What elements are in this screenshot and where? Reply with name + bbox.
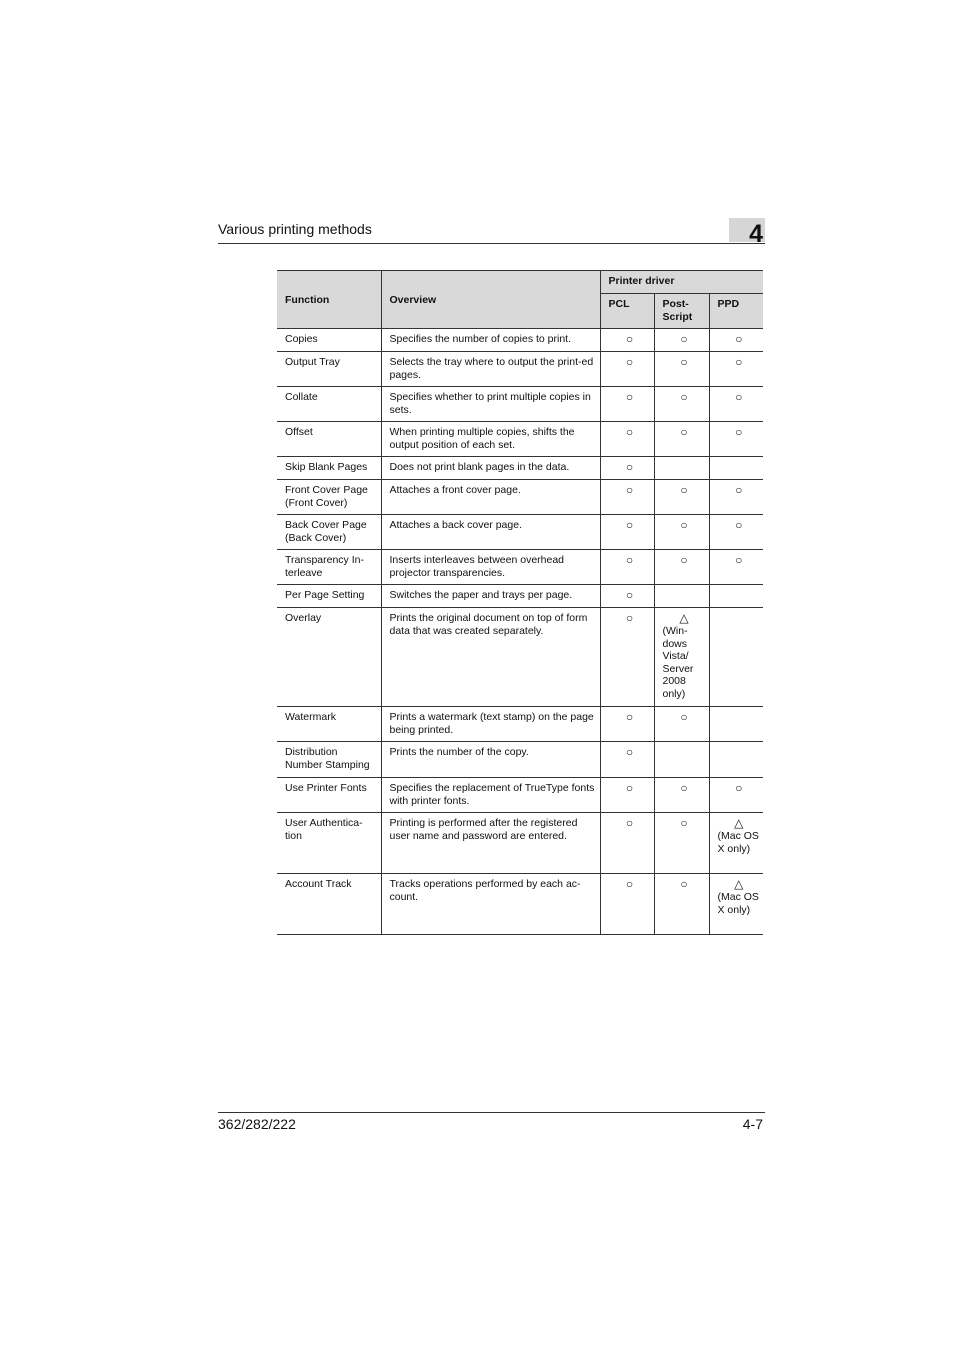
table-row — [277, 742, 763, 778]
overview-cell: Specifies the replacement of TrueType fonts with printer fonts. — [381, 778, 600, 813]
page-header — [218, 218, 765, 248]
pcl-support-cell — [600, 874, 654, 935]
overview-cell: When printing multiple copies, shifts the output position of each set. — [381, 422, 600, 457]
circle-icon: ○ — [735, 518, 743, 532]
triangle-icon: △ — [734, 877, 744, 891]
ps-support-cell — [654, 550, 709, 585]
circle-icon: ○ — [625, 745, 634, 759]
ps-support-cell — [654, 457, 709, 480]
circle-icon: ○ — [680, 332, 688, 346]
table-row — [277, 515, 763, 550]
function-cell: Skip Blank Pages — [277, 457, 381, 480]
circle-icon: ○ — [680, 553, 688, 567]
circle-icon: ○ — [680, 425, 688, 439]
function-cell: Back Cover Page (Back Cover) — [277, 515, 381, 550]
ps-support-cell — [654, 742, 709, 778]
ppd-support-cell — [709, 707, 763, 742]
circle-icon: ○ — [625, 460, 634, 474]
table-row — [277, 422, 763, 457]
overview-cell: Inserts interleaves between overhead projector transparencies. — [381, 550, 600, 585]
table-row — [277, 352, 763, 387]
function-cell: Per Page Setting — [277, 585, 381, 608]
circle-icon: ○ — [625, 877, 634, 891]
table-row — [277, 457, 763, 480]
pcl-support-cell — [600, 707, 654, 742]
circle-icon: ○ — [625, 553, 634, 567]
overview-cell: Specifies the number of copies to print. — [381, 329, 600, 352]
circle-icon: ○ — [625, 518, 634, 532]
function-cell: Transparency In-terleave — [277, 550, 381, 585]
header-postscript: Post-Script — [654, 294, 709, 329]
support-note: (Win-dows Vista/ Server 2008 only) — [662, 625, 694, 700]
circle-icon: ○ — [625, 611, 634, 625]
chapter-number: 4 — [749, 220, 763, 248]
header-printer-driver: Printer driver — [600, 271, 763, 294]
page-number: 4-7 — [742, 1116, 763, 1132]
ps-support-cell — [654, 778, 709, 813]
ps-support-cell — [654, 585, 709, 608]
ps-support-cell — [654, 387, 709, 422]
overview-cell: Prints the number of the copy. — [381, 742, 600, 778]
pcl-support-cell — [600, 515, 654, 550]
ppd-support-cell — [709, 742, 763, 778]
circle-icon: ○ — [680, 710, 688, 724]
overview-cell: Prints a watermark (text stamp) on the page being printed. — [381, 707, 600, 742]
circle-icon: ○ — [625, 355, 634, 369]
pcl-support-cell — [600, 457, 654, 480]
ppd-support-cell — [709, 608, 763, 707]
pcl-support-cell — [600, 585, 654, 608]
function-cell: Offset — [277, 422, 381, 457]
circle-icon: ○ — [680, 816, 688, 830]
circle-icon: ○ — [625, 483, 634, 497]
function-table — [277, 270, 763, 935]
function-cell: Overlay — [277, 608, 381, 707]
circle-icon: ○ — [625, 390, 634, 404]
overview-cell: Prints the original document on top of form data that was created separately. — [381, 608, 600, 707]
function-cell: Distribution Number Stamping — [277, 742, 381, 778]
circle-icon: ○ — [680, 483, 688, 497]
table-row — [277, 480, 763, 515]
model-number: 362/282/222 — [218, 1116, 296, 1132]
circle-icon: ○ — [625, 588, 634, 602]
table-row — [277, 387, 763, 422]
pcl-support-cell — [600, 550, 654, 585]
header-pcl: PCL — [600, 294, 654, 329]
section-title: Various printing methods — [218, 221, 372, 237]
ps-support-cell — [654, 422, 709, 457]
function-cell: Output Tray — [277, 352, 381, 387]
circle-icon: ○ — [735, 332, 743, 346]
overview-cell: Selects the tray where to output the print-ed pages. — [381, 352, 600, 387]
ps-support-cell — [654, 707, 709, 742]
ppd-support-cell — [709, 813, 763, 874]
header-function: Function — [277, 271, 381, 329]
ppd-support-cell — [709, 778, 763, 813]
function-cell: Collate — [277, 387, 381, 422]
ppd-support-cell — [709, 585, 763, 608]
ppd-support-cell — [709, 480, 763, 515]
overview-cell: Specifies whether to print multiple copies in sets. — [381, 387, 600, 422]
circle-icon: ○ — [735, 390, 743, 404]
circle-icon: ○ — [680, 355, 688, 369]
overview-cell: Attaches a front cover page. — [381, 480, 600, 515]
function-cell: Front Cover Page (Front Cover) — [277, 480, 381, 515]
table-row — [277, 550, 763, 585]
function-cell: Copies — [277, 329, 381, 352]
circle-icon: ○ — [625, 710, 634, 724]
ps-support-cell — [654, 874, 709, 935]
table-row — [277, 707, 763, 742]
ppd-support-cell — [709, 457, 763, 480]
table-body — [277, 329, 763, 935]
ppd-support-cell — [709, 352, 763, 387]
triangle-icon: △ — [734, 816, 744, 830]
triangle-icon: △ — [679, 611, 689, 625]
header-overview: Overview — [381, 271, 600, 329]
circle-icon: ○ — [680, 518, 688, 532]
circle-icon: ○ — [625, 425, 634, 439]
circle-icon: ○ — [680, 781, 688, 795]
ps-support-cell — [654, 515, 709, 550]
circle-icon: ○ — [735, 781, 743, 795]
ppd-support-cell — [709, 387, 763, 422]
function-cell: User Authentica-tion — [277, 813, 381, 874]
pcl-support-cell — [600, 742, 654, 778]
overview-cell: Printing is performed after the registered user name and password are entered. — [381, 813, 600, 874]
overview-cell: Switches the paper and trays per page. — [381, 585, 600, 608]
pcl-support-cell — [600, 352, 654, 387]
pcl-support-cell — [600, 387, 654, 422]
ps-support-cell — [654, 480, 709, 515]
circle-icon: ○ — [680, 877, 688, 891]
pcl-support-cell — [600, 422, 654, 457]
circle-icon: ○ — [735, 483, 743, 497]
pcl-support-cell — [600, 480, 654, 515]
table-row — [277, 329, 763, 352]
pcl-support-cell — [600, 778, 654, 813]
overview-cell: Tracks operations performed by each ac-count. — [381, 874, 600, 935]
circle-icon: ○ — [625, 816, 634, 830]
ppd-support-cell — [709, 515, 763, 550]
circle-icon: ○ — [735, 553, 743, 567]
circle-icon: ○ — [680, 390, 688, 404]
circle-icon: ○ — [625, 332, 634, 346]
ps-support-cell — [654, 352, 709, 387]
function-cell: Watermark — [277, 707, 381, 742]
table-row — [277, 813, 763, 874]
pcl-support-cell — [600, 329, 654, 352]
overview-cell: Attaches a back cover page. — [381, 515, 600, 550]
table-row — [277, 585, 763, 608]
support-note: (Mac OS X only) — [717, 830, 759, 855]
ppd-support-cell — [709, 874, 763, 935]
circle-icon: ○ — [625, 781, 634, 795]
page-footer — [218, 1112, 765, 1132]
pcl-support-cell — [600, 813, 654, 874]
pcl-support-cell — [600, 608, 654, 707]
support-note: (Mac OS X only) — [717, 891, 759, 916]
ppd-support-cell — [709, 329, 763, 352]
table-row — [277, 778, 763, 813]
ppd-support-cell — [709, 550, 763, 585]
ps-support-cell — [654, 329, 709, 352]
function-cell: Use Printer Fonts — [277, 778, 381, 813]
ps-support-cell — [654, 608, 709, 707]
table-head — [277, 271, 763, 329]
function-cell: Account Track — [277, 874, 381, 935]
circle-icon: ○ — [735, 355, 743, 369]
circle-icon: ○ — [735, 425, 743, 439]
table-row — [277, 608, 763, 707]
table-row — [277, 874, 763, 935]
ppd-support-cell — [709, 422, 763, 457]
header-ppd: PPD — [709, 294, 763, 329]
ps-support-cell — [654, 813, 709, 874]
overview-cell: Does not print blank pages in the data. — [381, 457, 600, 480]
